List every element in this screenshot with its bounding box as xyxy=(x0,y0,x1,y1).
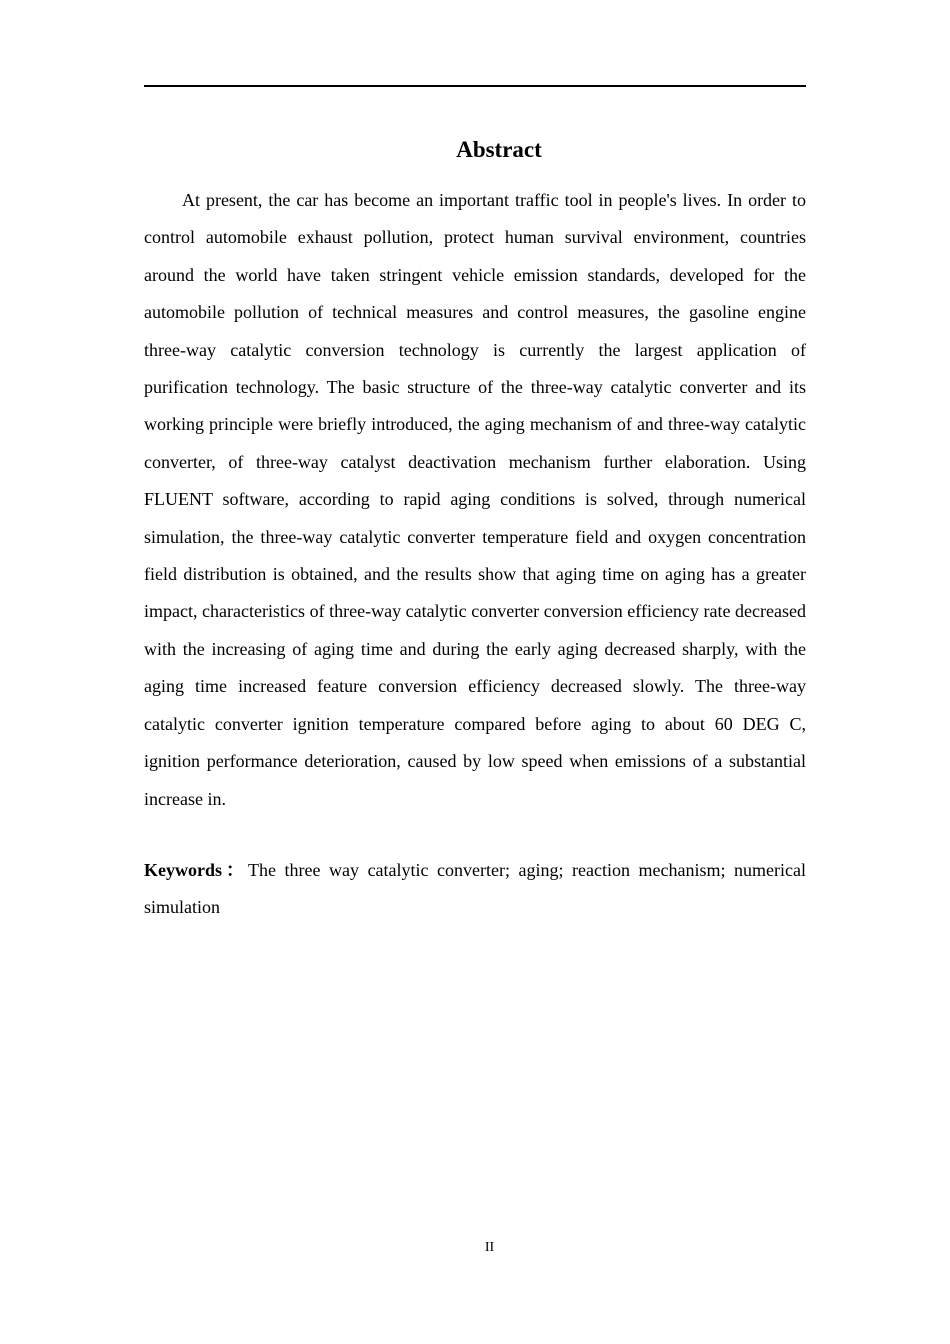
keywords-text: The three way catalytic converter; aging; reaction mechanism; numerical simulation xyxy=(144,860,806,918)
keywords-label: Keywords： xyxy=(144,860,249,880)
abstract-title: Abstract xyxy=(456,137,542,162)
page-number: II xyxy=(484,1240,495,1255)
keywords-paragraph xyxy=(144,852,806,927)
header-rule xyxy=(144,85,806,87)
abstract-body: At present, the car has become an important traffic tool in people's lives. In order to control automobile exhaust pollution, protect human survival environment, countries around the world have taken stringent vehicle emission standards, developed for the automobile pollution of technical measures and control measures, the gasoline engine three-way catalytic conversion technology is currently the largest application of purification technology. The basic structure of the three-way catalytic converter and its working principle were briefly introduced, the aging mechanism of and three-way catalytic converter, of three-way catalyst deactivation mechanism further elaboration. Using FLUENT software, according to rapid aging conditions is solved, through numerical simulation, the three-way catalytic converter temperature field and oxygen concentration field distribution is obtained, and the results show that aging time on aging has a greater impact, characteristics of three-way catalytic converter conversion efficiency rate decreased with the increasing of aging time and during the early aging decreased sharply, with the aging time increased feature conversion efficiency decreased slowly. The three-way catalytic converter ignition temperature compared before aging to about 60 DEG C, ignition performance deterioration, caused by low speed when emissions of a substantial increase in. xyxy=(144,190,806,809)
